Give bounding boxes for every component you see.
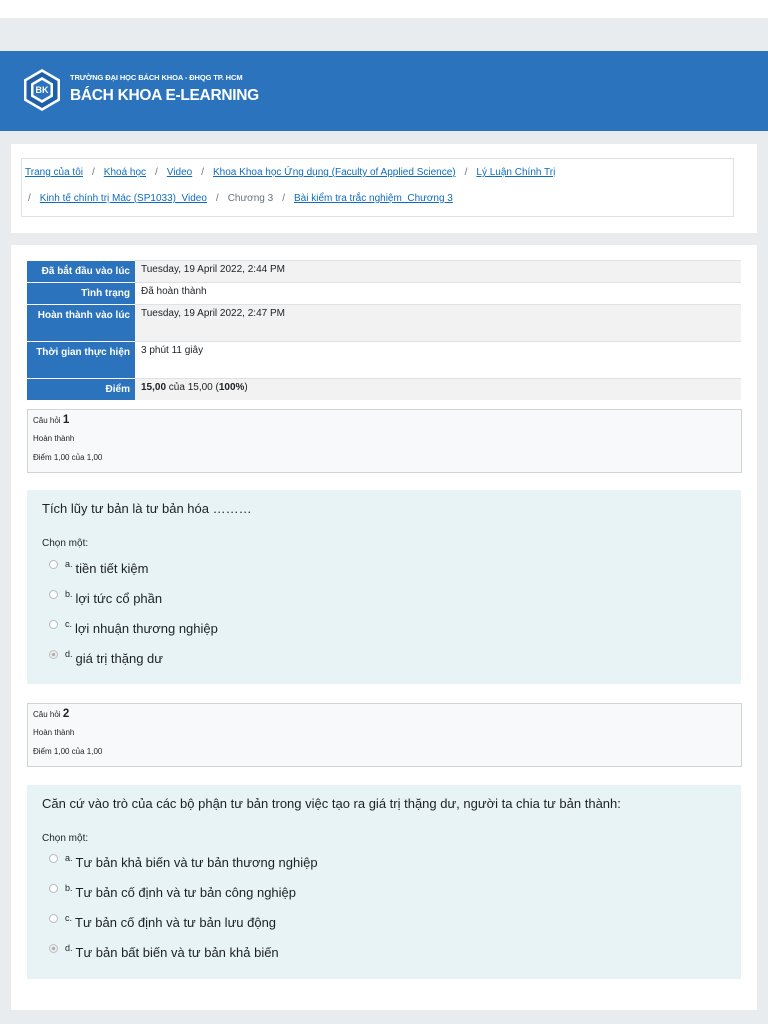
radio-button-selected[interactable] (49, 650, 58, 659)
breadcrumb-course[interactable]: Kinh tế chính trị Mác (SP1033)_Video (39, 193, 207, 204)
breadcrumb (21, 158, 734, 217)
answer-option-a[interactable] (49, 854, 318, 870)
grade-percent: 100% (218, 381, 245, 393)
site-title[interactable]: BÁCH KHOA E-LEARNING (70, 87, 259, 104)
question-content-1 (27, 490, 741, 684)
summary-row-completed (27, 304, 741, 341)
breadcrumb-separator: / (28, 193, 31, 204)
summary-row-state (27, 282, 741, 304)
radio-button-selected[interactable] (49, 944, 58, 953)
summary-label: Điểm (27, 378, 135, 400)
answer-option-d[interactable] (49, 650, 163, 666)
top-strip (0, 0, 768, 18)
summary-row-time-taken (27, 341, 741, 378)
summary-value (135, 378, 741, 400)
radio-button[interactable] (49, 854, 58, 863)
grade-total: của 15,00 ( (166, 381, 219, 393)
question-state: Hoàn thành (33, 434, 75, 443)
breadcrumb-line-1 (25, 167, 555, 178)
option-text: Tư bản khả biến và tư bản thương nghiệp (75, 855, 318, 870)
answer-prompt: Chọn một: (42, 538, 89, 549)
logo-text: BK (35, 85, 49, 95)
breadcrumb-separator: / (215, 193, 219, 204)
option-letter: a. (65, 853, 73, 863)
summary-label: Hoàn thành vào lúc (27, 304, 135, 341)
question-text: Căn cứ vào trò của các bộ phận tư bản trong việc tạo ra giá trị thặng dư, người ta chia tư bản thành: (42, 796, 621, 811)
option-letter: b. (65, 883, 73, 893)
question-content-2 (27, 785, 741, 979)
bk-logo-icon[interactable] (21, 68, 63, 112)
breadcrumb-courses[interactable]: Khoá học (103, 167, 147, 178)
radio-button[interactable] (49, 914, 58, 923)
answer-option-d[interactable] (49, 944, 279, 960)
breadcrumb-line-2 (28, 193, 453, 204)
question-grade: Điểm 1,00 của 1,00 (33, 747, 103, 756)
quiz-review-region (11, 245, 757, 1010)
breadcrumb-category[interactable]: Lý Luận Chính Trị (476, 167, 556, 178)
summary-value: Tuesday, 19 April 2022, 2:47 PM (135, 304, 741, 341)
summary-row-grade (27, 378, 741, 400)
option-letter: d. (65, 943, 73, 953)
grade-score: 15,00 (141, 381, 167, 393)
answer-option-c[interactable] (49, 620, 218, 636)
question-info-1 (27, 409, 742, 473)
question-text: Tích lũy tư bản là tư bản hóa ……… (42, 501, 252, 516)
answer-prompt: Chọn một: (42, 833, 89, 844)
breadcrumb-video[interactable]: Video (166, 167, 193, 178)
option-letter: d. (65, 649, 73, 659)
breadcrumb-region (11, 144, 757, 233)
breadcrumb-faculty[interactable]: Khoa Khoa học Ứng dụng (Faculty of Applied Science) (213, 167, 456, 178)
answer-option-b[interactable] (49, 590, 162, 606)
breadcrumb-separator: / (282, 193, 285, 204)
breadcrumb-separator: / (464, 167, 468, 178)
summary-label: Thời gian thực hiện (27, 341, 135, 378)
breadcrumb-separator: / (201, 167, 205, 178)
breadcrumb-separator: / (155, 167, 158, 178)
breadcrumb-separator: / (92, 167, 95, 178)
answer-option-a[interactable] (49, 560, 149, 576)
question-state: Hoàn thành (33, 728, 75, 737)
option-text: tiền tiết kiệm (75, 561, 149, 576)
option-letter: c. (65, 619, 73, 629)
option-letter: c. (65, 913, 73, 923)
summary-value: Đã hoàn thành (135, 282, 741, 304)
option-text: lợi tức cổ phần (75, 591, 163, 606)
summary-label: Tình trạng (27, 282, 135, 304)
breadcrumb-my-home[interactable]: Trang của tôi (25, 167, 83, 178)
radio-button[interactable] (49, 884, 58, 893)
option-text: giá trị thặng dư (75, 651, 163, 666)
radio-button[interactable] (49, 590, 58, 599)
option-text: Tư bản bất biến và tư bản khả biến (75, 945, 279, 960)
question-grade: Điểm 1,00 của 1,00 (33, 453, 103, 462)
option-letter: a. (65, 559, 73, 569)
option-letter: b. (65, 589, 73, 599)
question-number: Câu hỏi 2 (33, 708, 70, 720)
summary-row-started (27, 261, 741, 283)
grade-close: ) (244, 381, 248, 393)
school-name: TRƯỜNG ĐẠI HỌC BÁCH KHOA - ĐHQG TP. HCM (70, 73, 243, 82)
question-number: Câu hỏi 1 (33, 414, 70, 426)
attempt-summary-table (27, 260, 741, 401)
option-text: Tư bản cố định và tư bản công nghiệp (75, 885, 297, 900)
option-text: Tư bản cố định và tư bản lưu động (75, 915, 277, 930)
question-info-2 (27, 703, 742, 767)
option-text: lợi nhuận thương nghiệp (75, 621, 218, 636)
summary-value: 3 phút 11 giây (135, 341, 741, 378)
breadcrumb-section: Chương 3 (227, 193, 274, 204)
radio-button[interactable] (49, 620, 58, 629)
site-header (0, 51, 768, 131)
summary-value: Tuesday, 19 April 2022, 2:44 PM (135, 261, 741, 283)
summary-label: Đã bắt đầu vào lúc (27, 261, 135, 283)
answer-option-c[interactable] (49, 914, 276, 930)
breadcrumb-quiz[interactable]: Bài kiểm tra trắc nghiệm_Chương 3 (293, 193, 453, 204)
radio-button[interactable] (49, 560, 58, 569)
answer-option-b[interactable] (49, 884, 296, 900)
